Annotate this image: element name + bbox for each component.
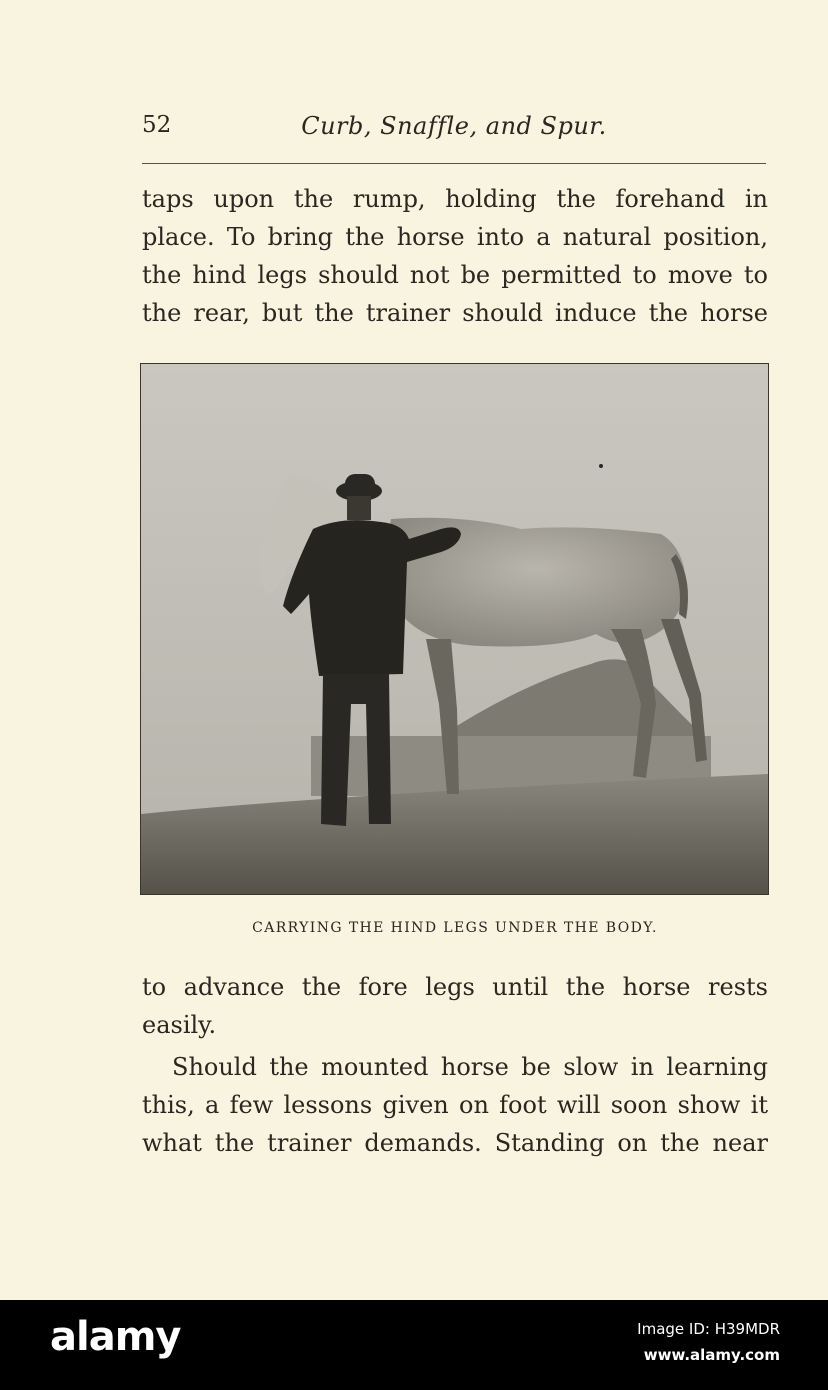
paragraph-1	[142, 180, 768, 332]
text-line: the hind legs should not be permitted to move to	[142, 261, 768, 289]
text-line: Should the mounted horse be slow in learning	[172, 1053, 768, 1081]
paragraph-3	[142, 1048, 768, 1162]
page-header	[142, 112, 766, 148]
page-number: 52	[142, 112, 172, 138]
running-title: Curb, Snaffle, and Spur.	[301, 112, 607, 140]
site-link[interactable]: www.alamy.com	[643, 1346, 780, 1364]
text-line: place. To bring the horse into a natural position,	[142, 223, 768, 251]
alamy-logo[interactable]: alamy	[50, 1314, 181, 1360]
text-line: what the trainer demands. Standing on the near	[142, 1129, 768, 1157]
figure-photo	[140, 363, 769, 895]
text-line: the rear, but the trainer should induce the horse	[142, 299, 768, 327]
man-with-horse-photo	[141, 364, 768, 894]
image-id-label: Image ID: H39MDR	[637, 1320, 780, 1338]
text-line: to advance the fore legs until the horse rests	[142, 973, 768, 1001]
text-line: taps upon the rump, holding the forehand in	[142, 185, 768, 213]
header-rule	[142, 163, 766, 164]
paragraph-2	[142, 968, 768, 1044]
figure-caption: CARRYING THE HIND LEGS UNDER THE BODY.	[252, 920, 658, 936]
text-line: easily.	[142, 1011, 217, 1039]
text-line: this, a few lessons given on foot will soon show it	[142, 1091, 768, 1119]
